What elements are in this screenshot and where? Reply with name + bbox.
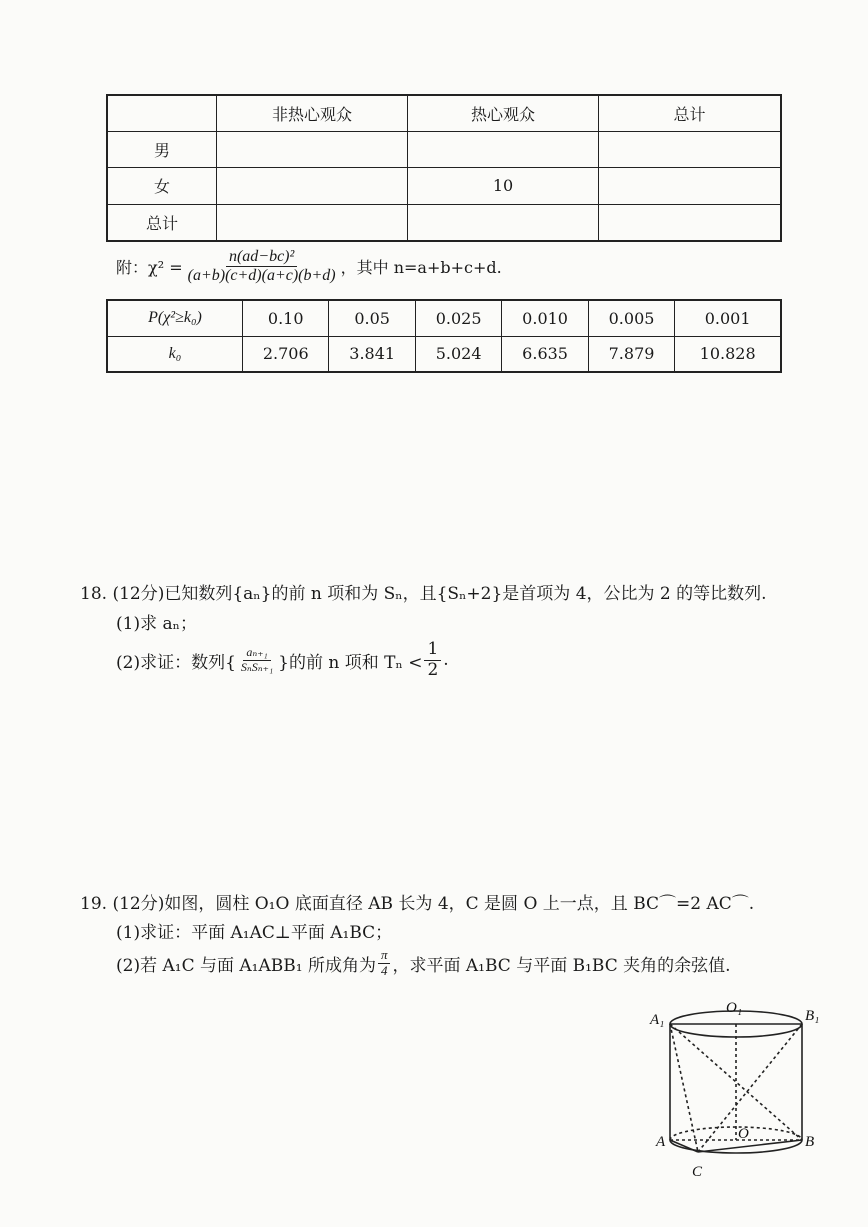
table-header-enthusiast: 热心观众 <box>408 95 599 131</box>
q18-fraction <box>238 646 276 675</box>
k0-value: 2.706 <box>243 336 329 372</box>
q19-frac-num: π <box>378 948 391 964</box>
table-cell <box>217 167 408 204</box>
q18-part1: (1)求 aₙ； <box>116 614 197 634</box>
k0-value: 6.635 <box>502 336 588 372</box>
note-suffix: ，其中 n=a+b+c+d. <box>340 258 502 278</box>
row-label-total: 总计 <box>107 204 217 241</box>
k0-label: k₀ <box>107 336 243 372</box>
table-cell: 10 <box>408 167 599 204</box>
row-label-female: 女 <box>107 167 217 204</box>
note-numerator: n(ad−bc)² <box>226 248 297 267</box>
chi-square-note <box>116 248 502 286</box>
q18-half-den: 2 <box>427 659 439 680</box>
table-cell <box>217 131 408 167</box>
a1-to-c <box>670 1024 698 1152</box>
k0-value: 7.879 <box>588 336 674 372</box>
b1-to-c <box>698 1024 802 1152</box>
label-o1: O₁ <box>726 1000 743 1016</box>
k0-value: 3.841 <box>329 336 415 372</box>
label-a: A <box>656 1134 666 1150</box>
q19-part1: (1)求证：平面 A₁AC⊥平面 A₁BC； <box>116 923 393 943</box>
table-cell <box>217 204 408 241</box>
prob-value: 0.10 <box>243 300 329 336</box>
note-prefix: 附：χ² = <box>116 258 183 278</box>
row-label-male: 男 <box>107 131 217 167</box>
chi-square-fraction <box>185 248 339 286</box>
label-o: O <box>738 1126 749 1142</box>
a-to-c <box>670 1140 698 1152</box>
label-a1: A₁ <box>650 1012 665 1028</box>
table-cell <box>599 167 782 204</box>
q19-stem: 19. (12分)如图，圆柱 O₁O 底面直径 AB 长为 4，C 是圆 O 上一点，且 BC⌒=2 AC⌒. <box>80 894 755 914</box>
contingency-table <box>106 94 782 242</box>
label-c: C <box>692 1164 703 1180</box>
prob-value: 0.001 <box>675 300 781 336</box>
q18-part2-end: . <box>443 650 449 671</box>
q18-stem: 18. (12分)已知数列{aₙ}的前 n 项和为 Sₙ，且{Sₙ+2}是首项为 4，公比为 2 的等比数列. <box>80 584 767 604</box>
q19-frac-den: 4 <box>380 962 388 978</box>
q18-frac-den: SₙSₙ₊₁ <box>240 659 274 674</box>
b-to-c <box>698 1140 802 1152</box>
prob-value: 0.005 <box>588 300 674 336</box>
prob-value: 0.05 <box>329 300 415 336</box>
q18-half-num: 1 <box>424 640 441 661</box>
q19-part2 <box>116 948 731 979</box>
prob-value: 0.025 <box>415 300 501 336</box>
q19-fraction <box>378 948 391 979</box>
q19-part2-suffix: ，求平面 A₁BC 与平面 B₁BC 夹角的余弦值. <box>392 955 731 976</box>
prob-value: 0.010 <box>502 300 588 336</box>
table-cell <box>599 204 782 241</box>
label-b: B <box>805 1134 815 1150</box>
q18-half-fraction <box>424 640 441 680</box>
q18-frac-num: aₙ₊₁ <box>243 646 270 661</box>
prob-label: P(χ²≥k₀) <box>107 300 243 336</box>
note-denominator: (a+b)(c+d)(a+c)(b+d) <box>187 267 336 285</box>
q18-part2-prefix: (2)求证：数列{ <box>116 652 236 673</box>
table-cell <box>408 204 599 241</box>
q18-part2 <box>116 640 449 680</box>
table-header-non-enthusiast: 非热心观众 <box>217 95 408 131</box>
table-header-empty <box>107 95 217 131</box>
table-cell <box>408 131 599 167</box>
q18-part2-mid: }的前 n 项和 Tₙ < <box>278 652 423 673</box>
label-b1: B₁ <box>805 1008 820 1024</box>
critical-value-table <box>106 299 782 373</box>
table-header-total: 总计 <box>599 95 782 131</box>
k0-value: 10.828 <box>675 336 781 372</box>
q19-part2-prefix: (2)若 A₁C 与面 A₁ABB₁ 所成角为 <box>116 955 376 976</box>
table-cell <box>599 131 782 167</box>
k0-value: 5.024 <box>415 336 501 372</box>
cylinder-figure <box>640 990 830 1190</box>
